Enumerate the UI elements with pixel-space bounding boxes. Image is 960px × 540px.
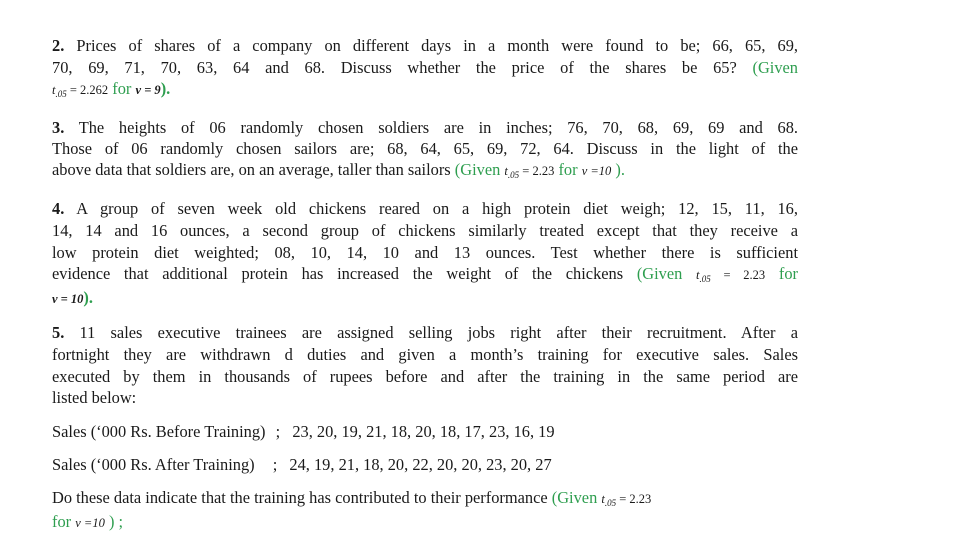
q4-line-3 xyxy=(52,242,798,263)
q3-line-1 xyxy=(52,117,798,138)
q4-line-5 xyxy=(52,287,798,310)
q3-line-2 xyxy=(52,138,798,159)
q2-line-2 xyxy=(52,57,798,78)
q5-text-2: fortnight they are withdrawn d duties and given a month’s training for executive sales. Sales xyxy=(52,345,798,364)
q5-line-1 xyxy=(52,322,798,343)
q5-after-label: Sales (‘000 Rs. After Training) xyxy=(52,455,255,474)
q4-text-1: A group of seven week old chickens reared on a high protein diet weigh; 12, 15, 11, 16, xyxy=(76,199,798,218)
q4-line-2 xyxy=(52,220,798,241)
q2-for: for xyxy=(112,79,132,98)
q5-t-value: $t_{.05} = 2.23$ xyxy=(601,492,652,508)
q2-close: ). xyxy=(160,79,171,98)
q3-text-1: The heights of 06 randomly chosen soldiers are in inches; 76, 70, 68, 69, 69 and 68. xyxy=(78,118,798,137)
q5-text-4: listed below: xyxy=(52,388,137,407)
q5-before-values: 23, 20, 19, 21, 18, 20, 18, 17, 23, 16, 19 xyxy=(292,422,555,441)
q5-given: (Given xyxy=(551,488,598,507)
q4-t-value: $t_{.05} = 2.23$ xyxy=(696,268,766,284)
q5-before-label: Sales (‘000 Rs. Before Training) xyxy=(52,422,266,441)
q2-number: 2. xyxy=(52,36,65,55)
q5-sales-after-row xyxy=(52,454,798,475)
q5-before-sep: ; xyxy=(275,422,281,441)
q2-line-3 xyxy=(52,78,798,105)
q5-close: ) ; xyxy=(108,512,124,531)
q4-text-3: low protein diet weighted; 08, 10, 14, 10 and 13 ounces. Test whether there is sufficient xyxy=(52,243,798,262)
q5-sales-before-row xyxy=(52,421,798,442)
q5-for: for xyxy=(52,512,72,531)
q4-close: ). xyxy=(83,288,93,307)
q4-given: (Given xyxy=(636,264,683,283)
q4-for: for xyxy=(778,264,798,283)
q2-text-2: 70, 69, 71, 70, 63, 64 and 68. Discuss whether the price of the shares be 65? xyxy=(52,58,737,77)
q4-line-1 xyxy=(52,198,798,219)
q5-text-3: executed by them in thousands of rupees before and after the training in the same period are xyxy=(52,367,798,386)
q5-ask: Do these data indicate that the training has contributed to their performance xyxy=(52,488,548,507)
q5-line-last xyxy=(52,511,798,534)
q5-after-sep: ; xyxy=(272,455,278,474)
q5-line-2 xyxy=(52,344,798,365)
q2-text-1: Prices of shares of a company on different days in a month were found to be; 66, 65, 69, xyxy=(76,36,799,55)
q3-text-2: Those of 06 randomly chosen sailors are; 68, 64, 65, 69, 72, 64. Discuss in the light of the xyxy=(52,139,798,158)
q2-t-value: $t_{.05} = 2.262$ xyxy=(52,83,109,99)
q3-text-3: above data that soldiers are, on an average, taller than sailors xyxy=(52,160,451,179)
q5-after-values: 24, 19, 21, 18, 20, 22, 20, 20, 23, 20, 27 xyxy=(289,455,552,474)
q3-close: ). xyxy=(615,160,625,179)
q4-number: 4. xyxy=(52,199,65,218)
q2-nu: ν = 9 xyxy=(135,83,161,97)
q4-line-4 xyxy=(52,263,798,290)
q5-nu: ν =10 xyxy=(75,516,105,530)
q5-number: 5. xyxy=(52,323,65,342)
q5-text-1: 11 sales executive trainees are assigned selling jobs right after their recruitment. After a xyxy=(79,323,798,342)
q4-text-4: evidence that additional protein has increased the weight of the chickens xyxy=(52,264,624,283)
q2-given: (Given xyxy=(752,58,798,77)
q3-number: 3. xyxy=(52,118,65,137)
q5-line-3 xyxy=(52,366,798,387)
q3-given: (Given xyxy=(454,160,501,179)
q3-t-value: $t_{.05} = 2.23$ xyxy=(504,164,555,180)
q3-for: for xyxy=(558,160,578,179)
q5-line-4 xyxy=(52,387,798,408)
q4-text-2: 14, 14 and 16 ounces, a second group of chickens similarly treated except that they receive a xyxy=(52,221,798,240)
q3-nu: ν =10 xyxy=(581,164,612,178)
q3-line-3 xyxy=(52,159,798,186)
q5-line-ask xyxy=(52,487,798,514)
q2-line-1 xyxy=(52,35,798,56)
q4-nu: ν = 10 xyxy=(52,292,84,306)
